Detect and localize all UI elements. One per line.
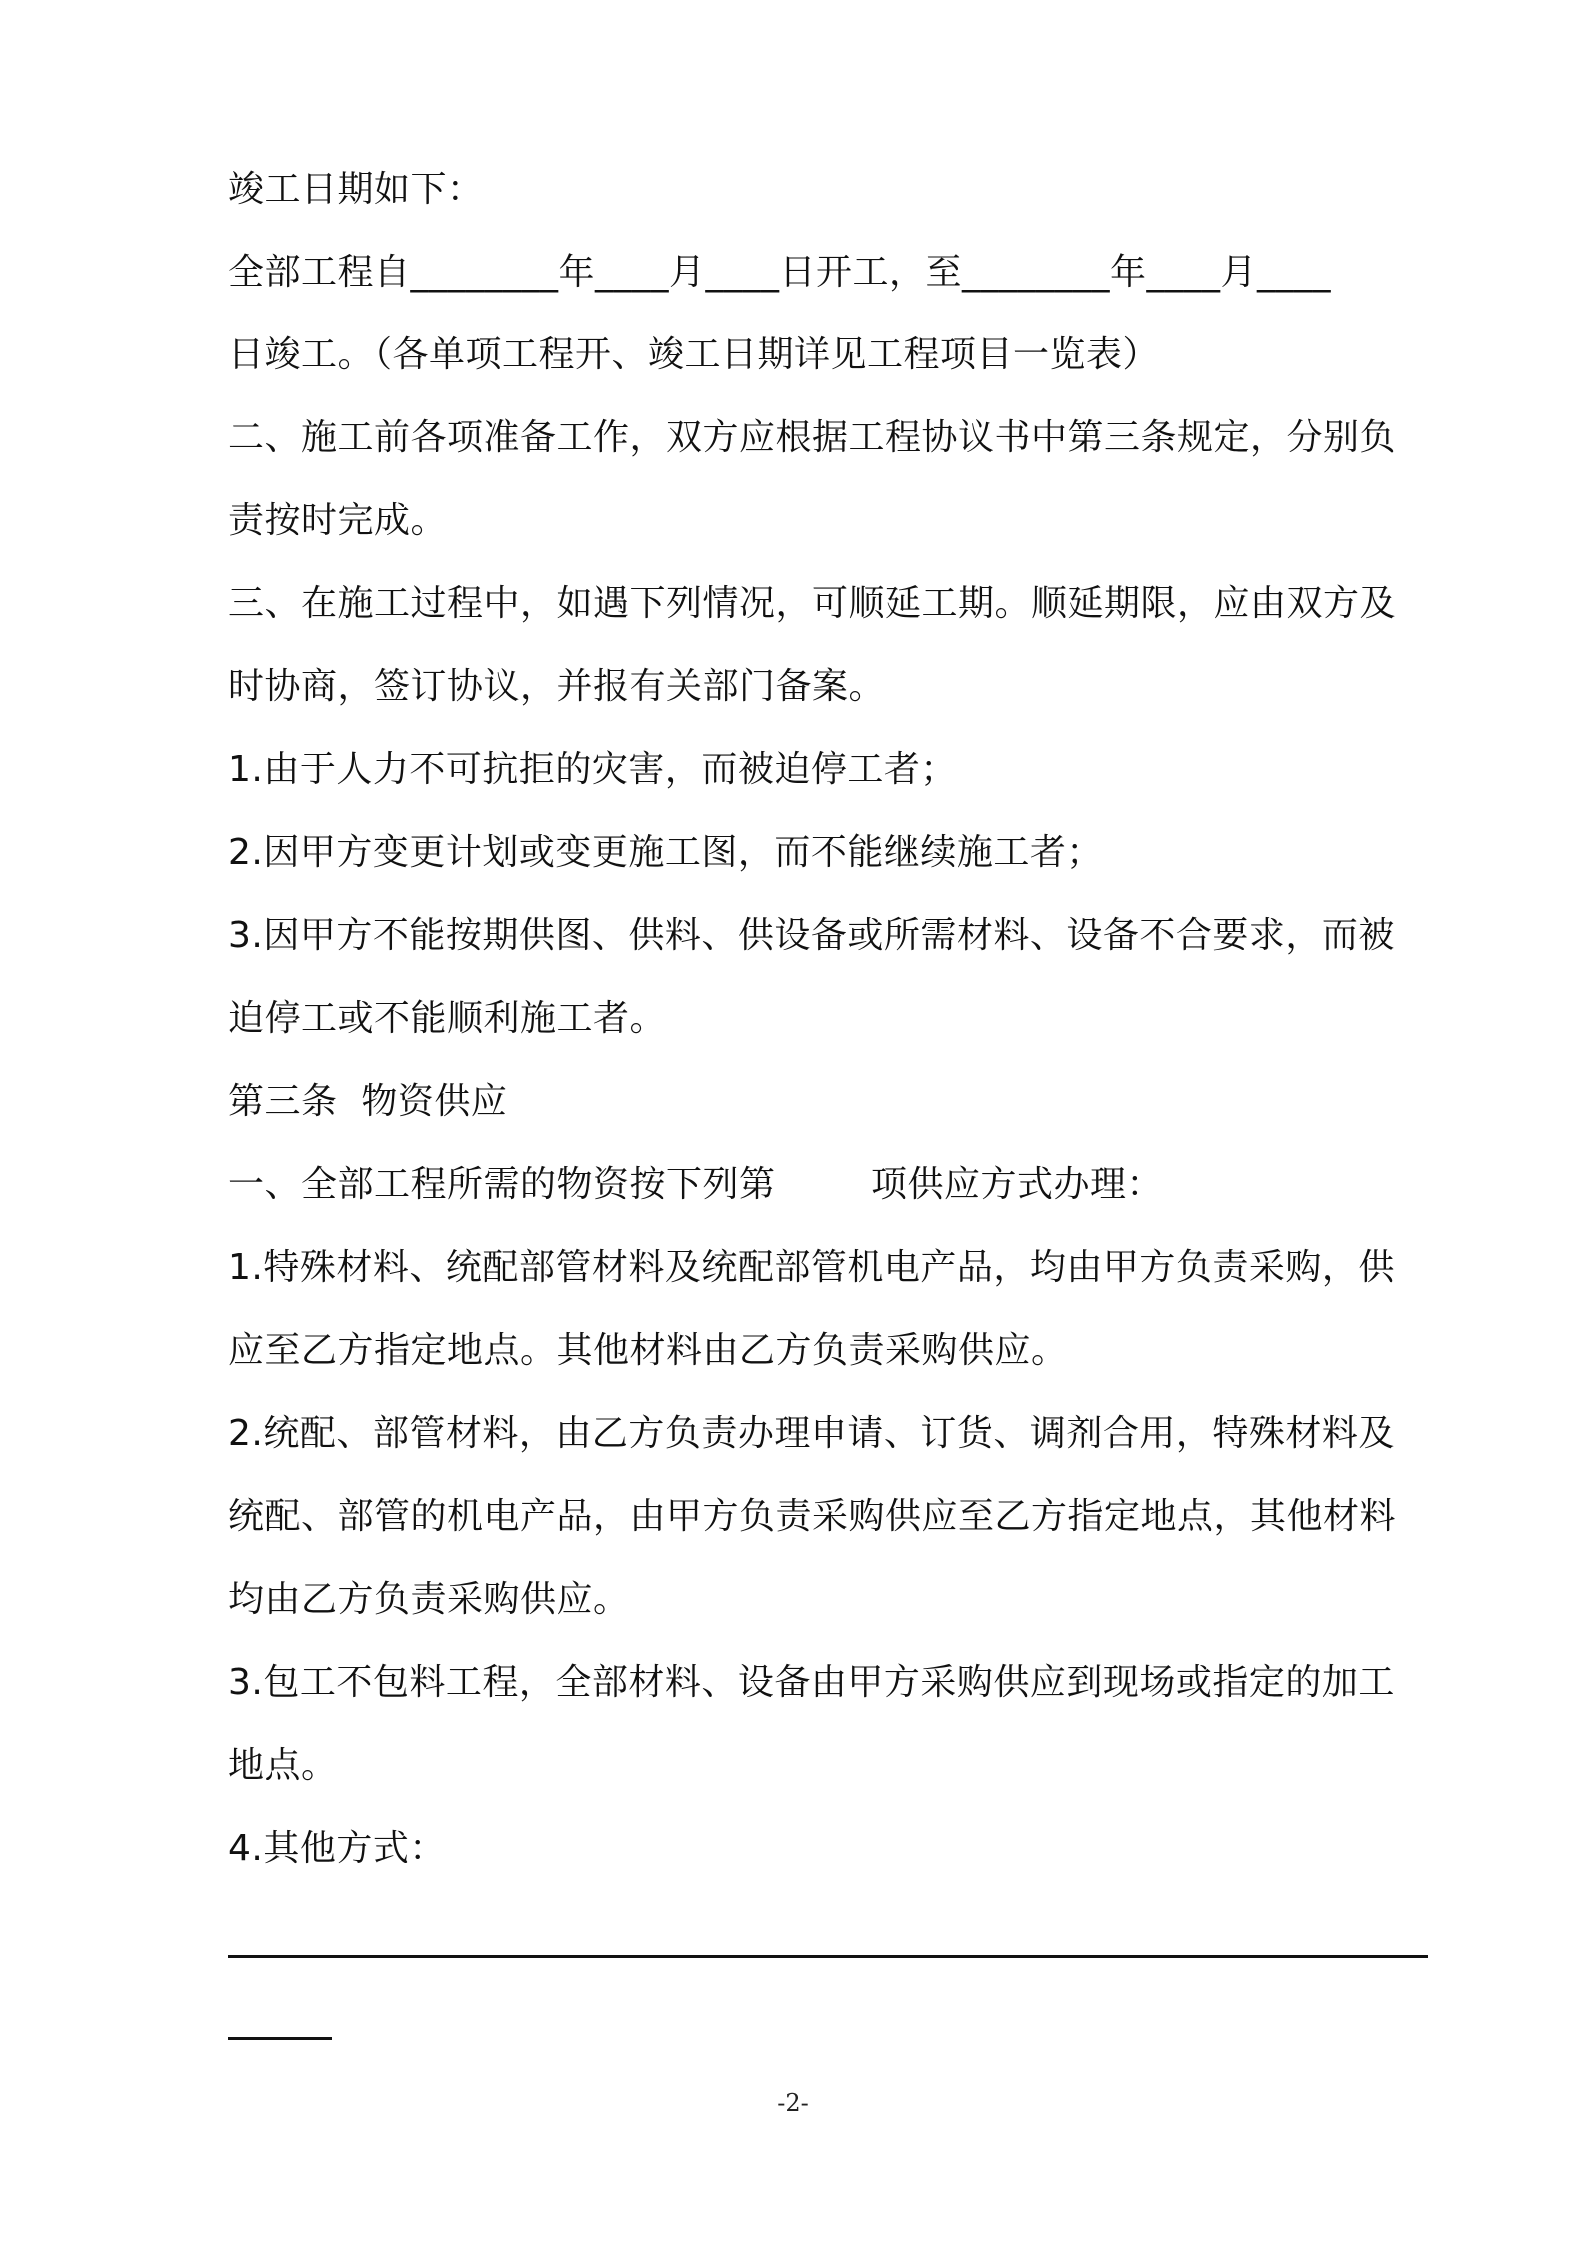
text-line-21: 4.其他方式： (228, 1828, 446, 1869)
text-line-20: 地点。 (228, 1745, 338, 1786)
text-line-9: 2.因甲方变更计划或变更施工图，而不能继续施工者； (228, 832, 1103, 873)
text-line-10: 3.因甲方不能按期供图、供料、供设备或所需材料、设备不合要求，而被 (228, 915, 1395, 956)
text-line-2: 全部工程自________年____月____日开工，至________年____月____ (228, 252, 1332, 293)
article-heading: 第三条 物资供应 (228, 1081, 508, 1122)
text-line-15: 应至乙方指定地点。其他材料由乙方负责采购供应。 (228, 1330, 1068, 1371)
text-line-3: 日竣工。（各单项工程开、竣工日期详见工程项目一览表） (228, 334, 1160, 375)
text-line-16: 2.统配、部管材料，由乙方负责办理申请、订货、调剂合用，特殊材料及 (228, 1413, 1395, 1454)
text-line-19: 3.包工不包料工程，全部材料、设备由甲方采购供应到现场或指定的加工 (228, 1662, 1395, 1703)
blank-fill-line-2 (228, 2037, 332, 2040)
text-line-14: 1.特殊材料、统配部管材料及统配部管机电产品，均由甲方负责采购，供 (228, 1247, 1395, 1288)
blank-fill-line-1 (228, 1955, 1428, 1958)
text-line-13: 一、全部工程所需的物资按下列第 项供应方式办理： (228, 1164, 1164, 1205)
text-line-1: 竣工日期如下： (228, 169, 484, 210)
text-line-7: 时协商，签订协议，并报有关部门备案。 (228, 666, 886, 707)
text-line-5: 责按时完成。 (228, 500, 448, 541)
text-line-18: 均由乙方负责采购供应。 (228, 1579, 630, 1620)
text-line-6: 三、在施工过程中，如遇下列情况，可顺延工期。顺延期限，应由双方及 (228, 583, 1397, 624)
text-line-11: 迫停工或不能顺利施工者。 (228, 998, 667, 1039)
text-line-17: 统配、部管的机电产品，由甲方负责采购供应至乙方指定地点，其他材料 (228, 1496, 1397, 1537)
text-line-8: 1.由于人力不可抗拒的灾害，而被迫停工者； (228, 749, 957, 790)
text-line-4: 二、施工前各项准备工作，双方应根据工程协议书中第三条规定，分别负 (228, 417, 1397, 458)
page-number: -2- (777, 2089, 809, 2117)
